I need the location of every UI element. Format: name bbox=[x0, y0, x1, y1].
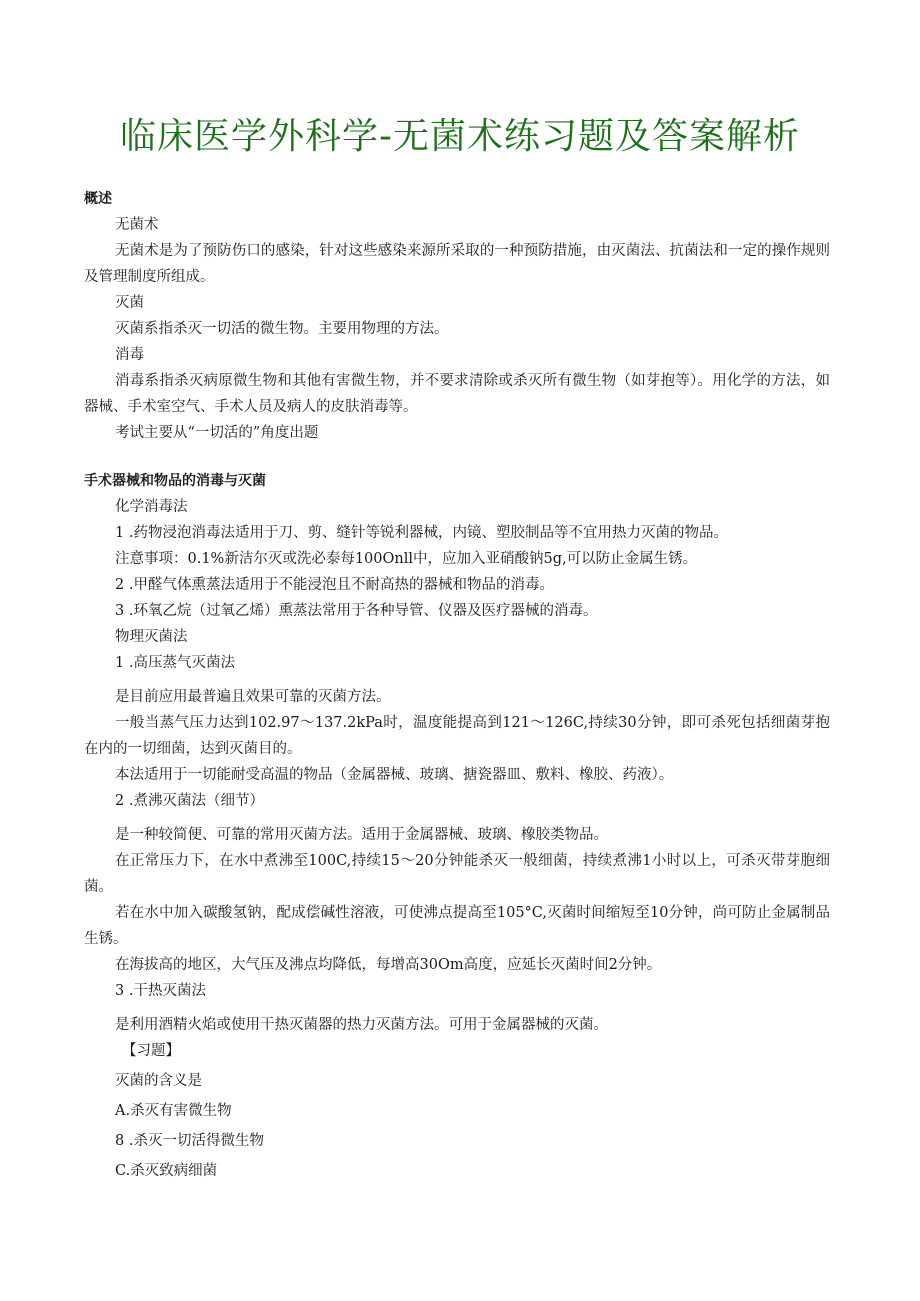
document-title: 临床医学外科学-无菌术练习题及答案解析 bbox=[120, 116, 800, 157]
text-phys-2d: 在海拔高的地区，大气压及沸点均降低，每增高30Om高度，应延长灭菌时间2分钟。 bbox=[115, 957, 662, 973]
item-chem-2: 2 .甲醛气体熏蒸法适用于不能浸泡且不耐高热的器械和物品的消毒。 bbox=[115, 577, 554, 593]
paragraph-sterilization-definition: 灭菌系指杀灭一切活的微生物。主要用物理的方法。 bbox=[115, 321, 449, 337]
text-phys-2b: 在正常压力下，在水中煮沸至100C,持续15～20分钟能杀灭一般细菌，持续煮沸1小时以上，可杀灭带芽胞细菌。 bbox=[84, 853, 830, 895]
section-heading-instruments: 手术器械和物品的消毒与灭菌 bbox=[84, 473, 266, 489]
note-chem-1: 注意事项：0.1%新洁尔灭或洗必泰每100Onll中，应加入亚硝酸钠5g,可以防止金属生锈。 bbox=[115, 551, 698, 567]
term-aseptic: 无菌术 bbox=[115, 217, 159, 233]
subheading-physical: 物理灭菌法 bbox=[115, 629, 188, 645]
term-disinfection: 消毒 bbox=[115, 347, 144, 363]
question-text: 灭菌的含义是 bbox=[115, 1073, 202, 1089]
paragraph-disinfection-definition: 消毒系指杀灭病原微生物和其他有害微生物，并不要求清除或杀灭所有微生物（如芽抱等）。用化学的方法，如器械、手术室空气、手术人员及病人的皮肤消毒等。 bbox=[84, 373, 830, 415]
option-c: C.杀灭致病细菌 bbox=[115, 1163, 218, 1179]
exam-note: 考试主要从“一切活的”角度出题 bbox=[115, 425, 319, 441]
document-body bbox=[84, 186, 830, 1184]
text-phys-1c: 本法适用于一切能耐受高温的物品（金属器械、玻璃、搪瓷器皿、敷料、橡胶、药液）。 bbox=[115, 767, 674, 783]
text-phys-2a: 是一种较简便、可靠的常用灭菌方法。适用于金属器械、玻璃、橡胶类物品。 bbox=[115, 827, 608, 843]
item-chem-3: 3 .环氧乙烷（过氧乙烯）熏蒸法常用于各种导管、仪器及医疗器械的消毒。 bbox=[115, 603, 598, 619]
section-heading-overview: 概述 bbox=[84, 191, 112, 207]
text-phys-2c: 若在水中加入碳酸氢钠，配成偿碱性溶液，可使沸点提高至105°C,灭菌时间缩短至10分钟，尚可防止金属制品生锈。 bbox=[84, 905, 830, 947]
paragraph-aseptic-definition: 无菌术是为了预防伤口的感染，针对这些感染来源所采取的一种预防措施，由灭菌法、抗菌法和一定的操作规则及管理制度所组成。 bbox=[84, 243, 830, 285]
item-phys-1: 1 .高压蒸气灭菌法 bbox=[115, 655, 235, 671]
item-phys-2: 2 .煮沸灭菌法（细节） bbox=[115, 793, 264, 809]
term-sterilization: 灭菌 bbox=[115, 295, 144, 311]
item-chem-1: 1 .药物浸泡消毒法适用于刀、剪、缝针等锐利器械，内镜、塑胶制品等不宜用热力灭菌的物品。 bbox=[115, 525, 728, 541]
option-b: 8 .杀灭一切活得微生物 bbox=[115, 1133, 264, 1149]
text-phys-1a: 是目前应用最普遍且效果可靠的灭菌方法。 bbox=[115, 689, 391, 705]
text-phys-1b: 一般当蒸气压力达到102.97～137.2kPa时，温度能提高到121～126C,持续30分钟，即可杀死包括细菌芽抱在内的一切细菌，达到灭菌目的。 bbox=[84, 715, 830, 757]
subheading-chemical: 化学消毒法 bbox=[115, 499, 188, 515]
text-phys-3a: 是利用酒精火焰或使用干热灭菌器的热力灭菌方法。可用于金属器械的灭菌。 bbox=[115, 1017, 608, 1033]
item-phys-3: 3 .干热灭菌法 bbox=[115, 983, 206, 999]
option-a: A.杀灭有害微生物 bbox=[115, 1103, 232, 1119]
exercise-label: 【习题】 bbox=[122, 1043, 180, 1059]
